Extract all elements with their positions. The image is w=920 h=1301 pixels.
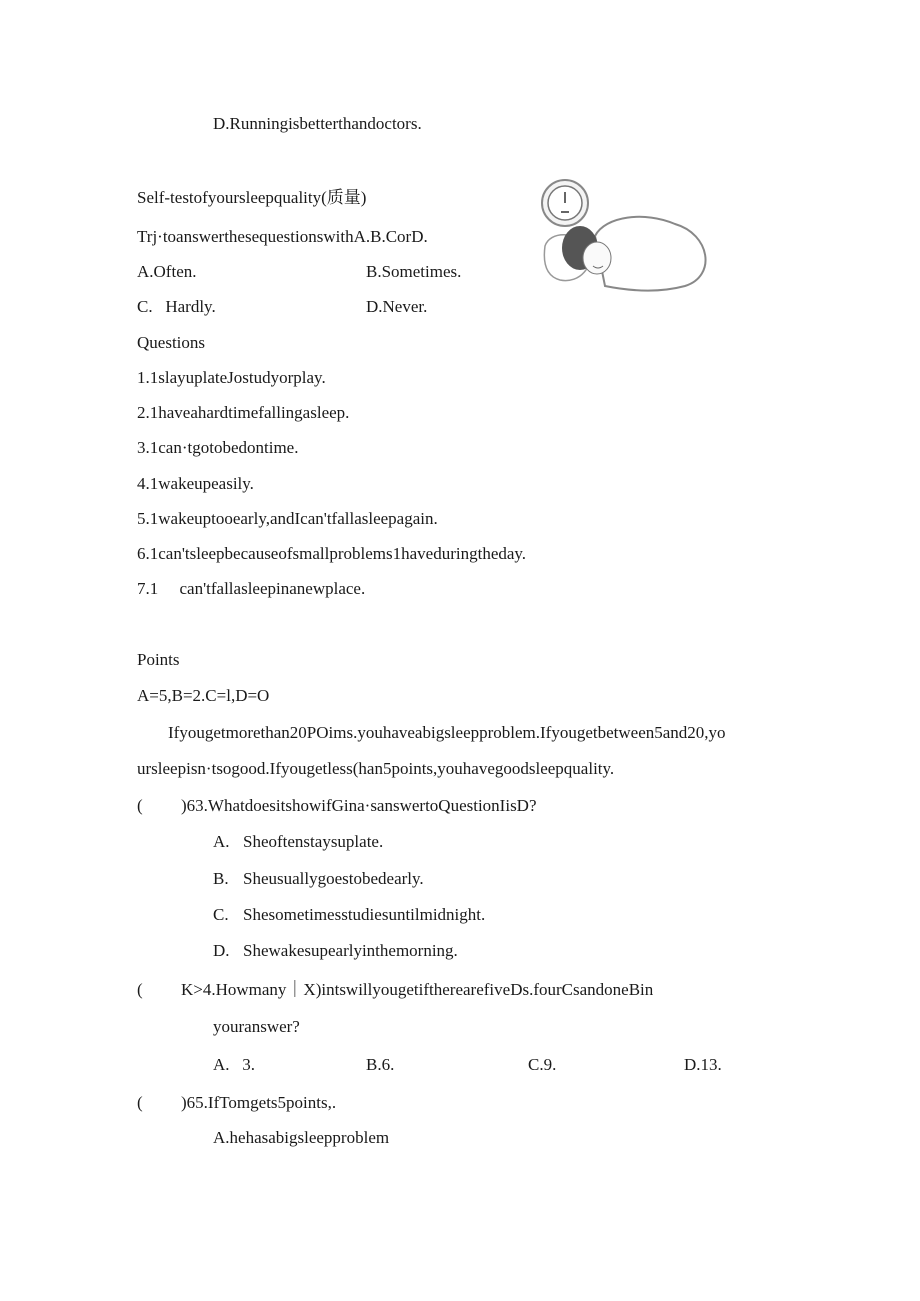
previous-option-d: D.Runningisbetterthandoctors.	[213, 114, 422, 133]
q64-option-d: D.13.	[684, 1055, 722, 1074]
q63-option-b-letter: B.	[213, 869, 229, 888]
question-2: 2.1haveahardtimefallingasleep.	[137, 403, 350, 422]
q63-answer-paren: (	[137, 796, 143, 815]
question-3: 3.1can·tgotobedontime.	[137, 438, 299, 457]
points-paragraph-line-1: Ifyougetmorethan20POims.youhaveabigsleepproblem.Ifyougetbetween5and20,yo	[168, 723, 726, 742]
q63-option-d: Shewakesupearlyinthemorning.	[243, 941, 458, 960]
q64-option-a: A. 3.	[213, 1055, 256, 1074]
q63-option-c-letter: C.	[213, 905, 229, 924]
q63-option-b: Sheusuallygoestobedearly.	[243, 869, 424, 888]
questions-heading: Questions	[137, 333, 205, 352]
q65-stem: )65.IfTomgets5points,.	[181, 1093, 337, 1112]
q65-answer-paren: (	[137, 1093, 143, 1112]
question-7: 7.1 can'tfallasleepinanewplace.	[137, 579, 366, 598]
q64-stem-continued: youranswer?	[213, 1017, 300, 1036]
q63-option-c: Shesometimesstudiesuntilmidnight.	[243, 905, 486, 924]
q63-option-d-letter: D.	[213, 941, 230, 960]
q64-option-c: C.9.	[528, 1055, 557, 1074]
q65-option-a: A.hehasabigsleepproblem	[213, 1128, 390, 1147]
question-6: 6.1can'tsleepbecauseofsmallproblems1haveduringtheday.	[137, 544, 527, 563]
sleeping-child-clock-illustration	[535, 176, 715, 296]
instruction: Trj·toanswerthesequestionswithA.B.CorD.	[137, 227, 428, 246]
scale-c: C. Hardly.	[137, 297, 216, 316]
section-title: Self-testofyoursleepquality(质量)	[137, 188, 367, 207]
q64-stem: K>4.Howmany｜X)intswillyougetiftherearefiveDs.fourCsandoneBin	[181, 980, 654, 999]
points-paragraph-line-2: ursleepisn·tsogood.Ifyougetless(han5points,youhavegoodsleepquality.	[137, 759, 615, 778]
q63-option-a-letter: A.	[213, 832, 230, 851]
q63-option-a: Sheoftenstaysuplate.	[243, 832, 384, 851]
points-values: A=5,B=2.C=l,D=O	[137, 686, 270, 705]
q63-stem: )63.WhatdoesitshowifGina·sanswertoQuestionIisD?	[181, 796, 537, 815]
scale-a: A.Often.	[137, 262, 197, 281]
q64-answer-paren: (	[137, 980, 143, 999]
points-heading: Points	[137, 650, 180, 669]
scale-b: B.Sometimes.	[366, 262, 462, 281]
scale-d: D.Never.	[366, 297, 428, 316]
question-4: 4.1wakeupeasily.	[137, 474, 254, 493]
question-1: 1.1slayuplateJostudyorplay.	[137, 368, 326, 387]
question-5: 5.1wakeuptooearly,andIcan'tfallasleepagain.	[137, 509, 438, 528]
q64-option-b: B.6.	[366, 1055, 395, 1074]
